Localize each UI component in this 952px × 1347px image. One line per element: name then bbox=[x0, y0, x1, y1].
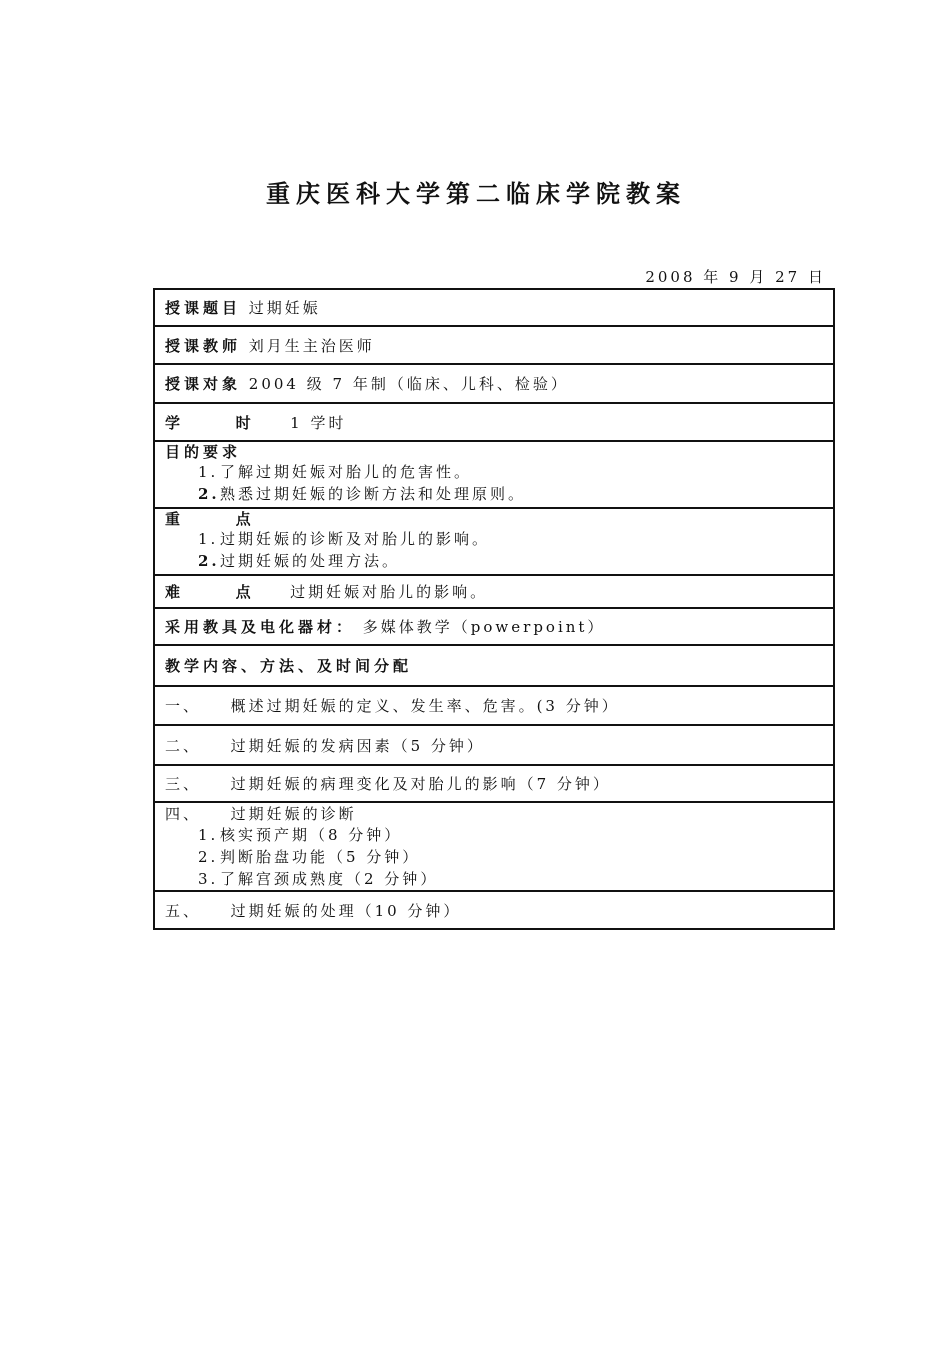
difficulty-row bbox=[154, 575, 834, 608]
key-points-row bbox=[154, 508, 834, 575]
hours-label-1: 学 bbox=[165, 413, 185, 432]
section-number: 三、 bbox=[165, 775, 202, 793]
teacher-label: 授课教师 bbox=[165, 336, 242, 355]
hours-label-2: 时 bbox=[235, 413, 255, 432]
key-point-item: 2.过期妊娠的处理方法。 bbox=[198, 552, 401, 570]
content-header: 教学内容、方法、及时间分配 bbox=[165, 657, 413, 675]
section-text: 概述过期妊娠的定义、发生率、危害。(3 分钟） bbox=[230, 697, 620, 715]
topic-label: 授课题目 bbox=[165, 299, 242, 317]
section-text: 过期妊娠的诊断 bbox=[230, 804, 357, 823]
difficulty-label-2: 点 bbox=[235, 583, 255, 601]
objective-item: 2.熟悉过期妊娠的诊断方法和处理原则。 bbox=[198, 485, 527, 503]
date: 2008 年 9 月 27 日 bbox=[645, 268, 826, 286]
topic-value: 过期妊娠 bbox=[248, 299, 321, 317]
materials-label: 采用教具及电化器材： bbox=[165, 618, 356, 636]
materials-row bbox=[154, 608, 834, 645]
materials-value: 多媒体教学（powerpoint） bbox=[362, 618, 606, 636]
section-number: 二、 bbox=[165, 736, 202, 755]
section-row bbox=[154, 891, 834, 929]
key-points-label-1: 重 bbox=[165, 510, 185, 528]
subsection-item: 3. 了解宫颈成熟度（2 分钟） bbox=[198, 869, 439, 888]
section-number: 一、 bbox=[165, 697, 202, 715]
section-text: 过期妊娠的处理（10 分钟） bbox=[230, 901, 462, 920]
objective-item: 1. 了解过期妊娠对胎儿的危害性。 bbox=[198, 463, 473, 481]
audience-row bbox=[154, 364, 834, 403]
page-title: 重庆医科大学第二临床学院教案 bbox=[266, 180, 686, 208]
subsection-item: 1. 核实预产期（8 分钟） bbox=[198, 825, 403, 844]
section-row bbox=[154, 765, 834, 802]
objectives-row bbox=[154, 441, 834, 508]
topic-row bbox=[154, 289, 834, 326]
hours-row bbox=[154, 403, 834, 441]
section-number: 四、 bbox=[165, 804, 202, 823]
subsection-item: 2. 判断胎盘功能（5 分钟） bbox=[198, 847, 421, 866]
objectives-label: 目的要求 bbox=[165, 443, 242, 461]
audience-value: 2004 级 7 年制（临床、儿科、检验） bbox=[248, 375, 569, 393]
section-row bbox=[154, 802, 834, 891]
hours-value: 1 学时 bbox=[290, 413, 347, 432]
section-row bbox=[154, 686, 834, 725]
section-text: 过期妊娠的发病因素（5 分钟） bbox=[230, 736, 485, 755]
section-row bbox=[154, 725, 834, 765]
section-number: 五、 bbox=[165, 901, 202, 920]
difficulty-value: 过期妊娠对胎儿的影响。 bbox=[290, 583, 489, 601]
difficulty-label-1: 难 bbox=[165, 583, 185, 601]
teacher-row bbox=[154, 326, 834, 364]
audience-label: 授课对象 bbox=[165, 375, 242, 393]
content-header-row bbox=[154, 645, 834, 686]
key-points-label-2: 点 bbox=[235, 510, 255, 528]
section-text: 过期妊娠的病理变化及对胎儿的影响（7 分钟） bbox=[230, 775, 611, 793]
teacher-value: 刘月生主治医师 bbox=[248, 336, 375, 355]
key-point-item: 1. 过期妊娠的诊断及对胎儿的影响。 bbox=[198, 530, 491, 548]
lesson-plan-table bbox=[153, 288, 835, 930]
